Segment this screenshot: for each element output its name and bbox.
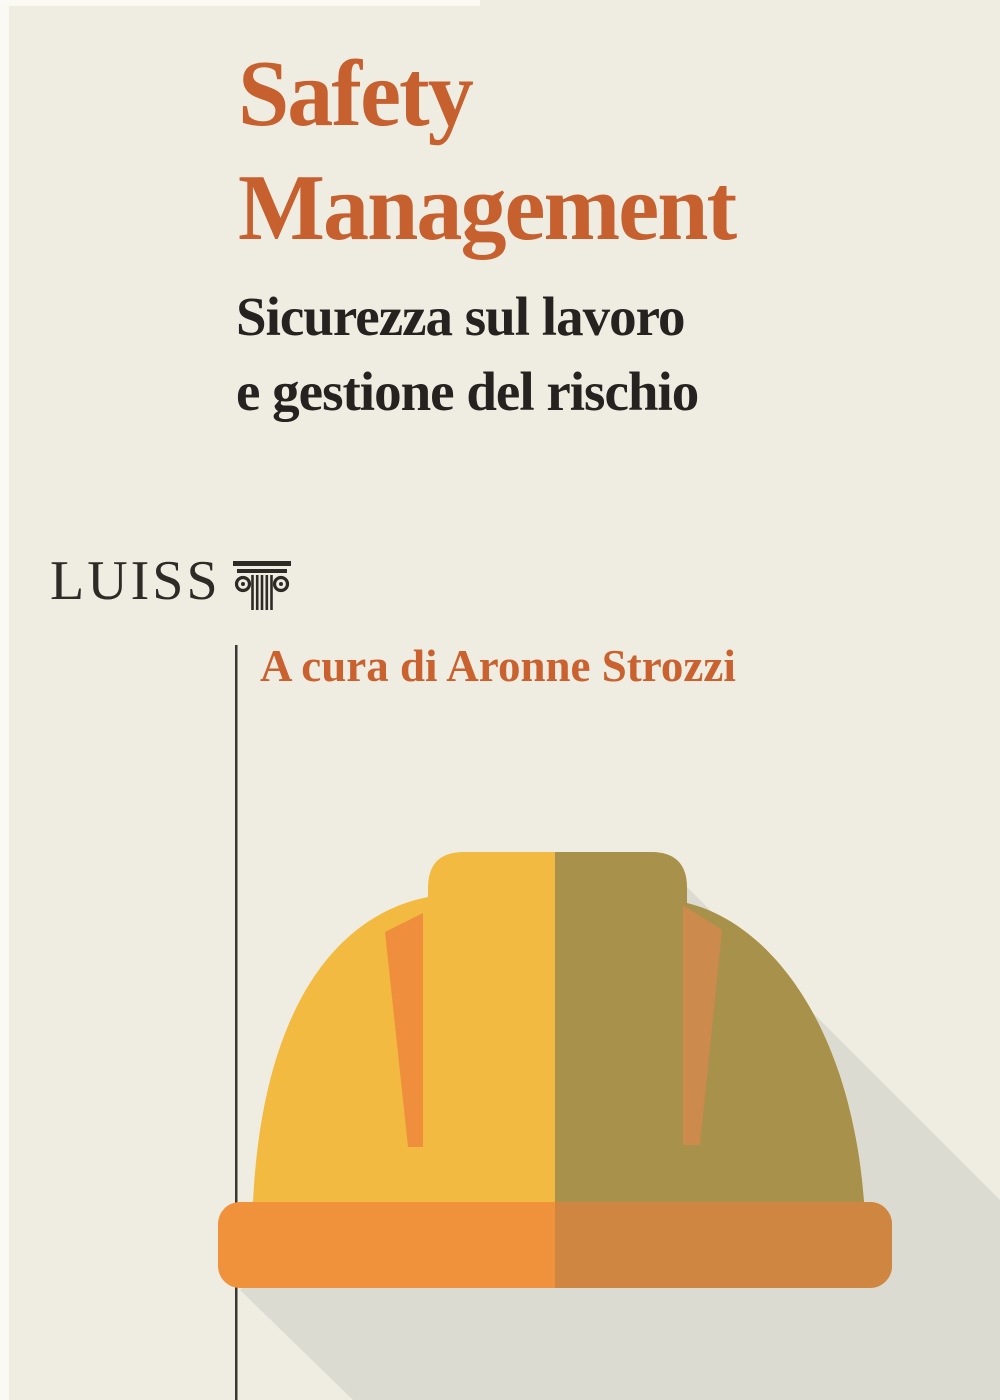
publisher-logo-text: LUISS <box>50 550 221 612</box>
subtitle-line-1: Sicurezza sul lavoro <box>236 286 685 347</box>
title-line-2: Management <box>238 155 736 260</box>
subtitle-line-2: e gestione del rischio <box>236 361 699 423</box>
title-line-1: Safety <box>238 42 472 146</box>
editor-credit: A cura di Aronne Strozzi <box>260 641 736 691</box>
